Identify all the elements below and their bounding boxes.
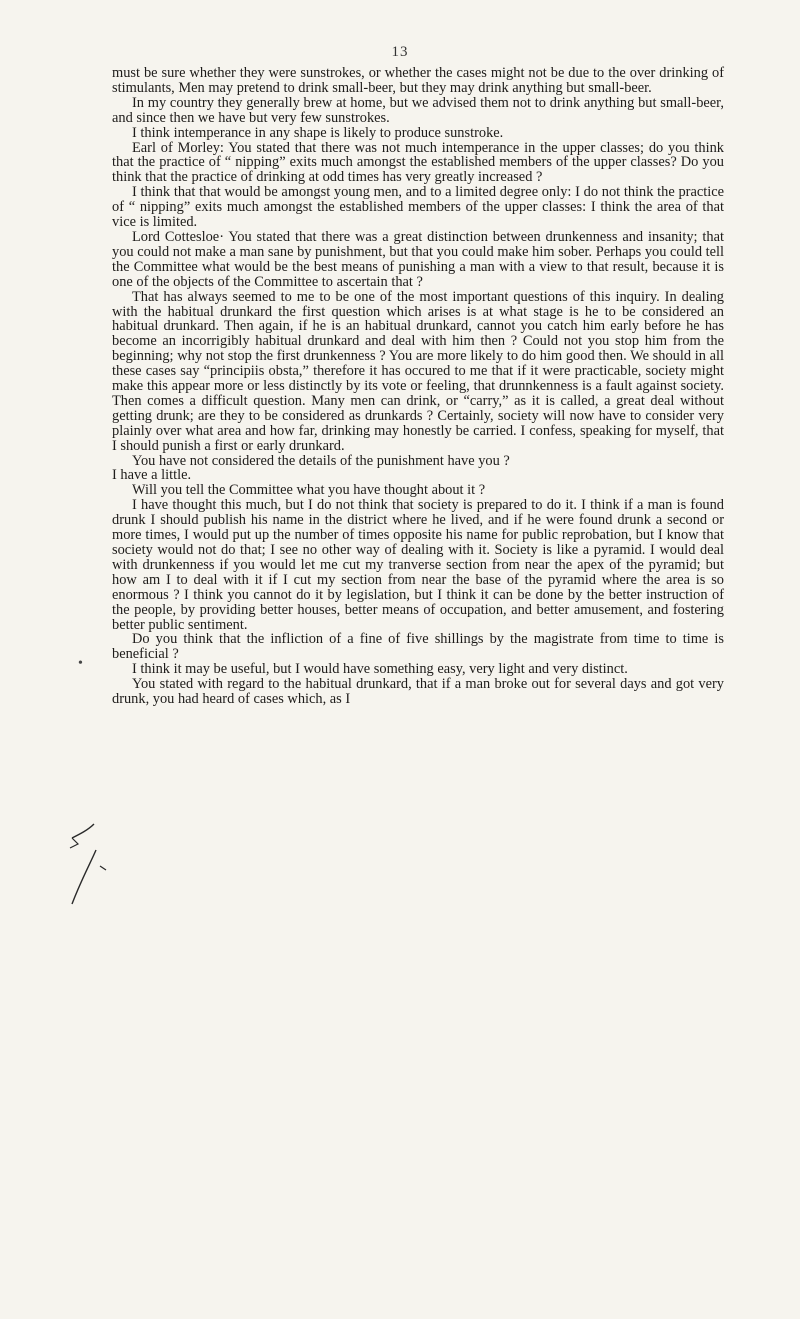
paragraph: Lord Cottesloe· You stated that there was a great distinction between drunkenness and insanity; that you could not make a man sane by punishment, but that you could make him sober. Perhaps you could tell the Committee what would be the best means of punishing a man with a view to that result, because it is one of the objects of the Committee to ascertain that ? bbox=[112, 228, 724, 290]
page-number: 13 bbox=[391, 44, 409, 60]
paragraph: I have a little. bbox=[112, 467, 192, 484]
paragraph: I think that that would be amongst young men, and to a limited degree only: I do not think the practice of “ nipping” exits much amongst the established members of the upper classes: I think the area of that vice is limited. bbox=[112, 184, 724, 231]
paragraph: Earl of Morley: You stated that there was not much intemperance in the upper classes; do you think that the practice of “ nipping” exits much amongst the established members of the upper classes? Do you think that the practice of drinking at odd times has very greatly increased ? bbox=[112, 139, 724, 186]
paragraph: I think it may be useful, but I would have something easy, very light and very distinct. bbox=[132, 661, 628, 678]
paragraph: Do you think that the infliction of a fine of five shillings by the magistrate from time to time is beneficial ? bbox=[112, 631, 724, 663]
paragraph: In my country they generally brew at home, but we advised them not to drink anything but small-beer, and since then we have but very few sunstrokes. bbox=[112, 94, 724, 126]
bullet-mark: • bbox=[78, 656, 83, 671]
paragraph: I think intemperance in any shape is likely to produce sunstroke. bbox=[132, 124, 504, 141]
paragraph: Will you tell the Committee what you have thought about it ? bbox=[132, 482, 486, 499]
paragraph: must be sure whether they were sunstrokes, or whether the cases might not be due to the over drinking of stimulants, Men may pretend to drink small-beer, but they may drink anything but small-beer. bbox=[112, 65, 724, 96]
paragraph: You have not considered the details of the punishment have you ? bbox=[132, 452, 510, 469]
paragraph: You stated with regard to the habitual drunkard, that if a man broke out for several days and got very drunk, you had heard of cases which, as I bbox=[112, 676, 724, 708]
body-text bbox=[112, 66, 724, 707]
handwritten-margin-mark-icon bbox=[66, 820, 110, 910]
paragraph: That has always seemed to me to be one of the most important questions of this inquiry. In dealing with the habitual drunkard the first question which arises is at what stage is he to be considered an habitual drunkard. Then again, if he is an habitual drunkard, cannot you catch him early before he has become an incorrigibly habitual drunkard and deal with him then ? Could not you stop him from the beginning; why not stop the first drunkenness ? You are more likely to do him good then. We should in all these cases say “principiis obsta,” therefore it has occured to me that if it were practicable, society might make this appear more or less distinctly by its vote or feeling, that drunnkenness is a fault against society. Then comes a difficult question. Many men can drink, or “carry,” as it is called, a great deal without getting drunk; are they to be considered as drunkards ? Certainly, society will now have to consider very plainly over what area and how far, drinking may honestly be carried. I confess, speaking for myself, that I should punish a first or early drunkard. bbox=[112, 288, 724, 454]
paragraph: I have thought this much, but I do not think that society is prepared to do it. I think if a man is found drunk I should publish his name in the district where he lived, and if he were found drunk a second or more times, I would put up the number of times opposite his name for public reprobation, but I know that society would not do that; I see no other way of dealing with it. Society is like a pyramid. I would deal with drunkenness if you would let me cut my tranverse section from near the apex of the pyramid; but how am I to deal with it if I cut my section from near the base of the pyramid where the area is so enormous ? I think you cannot do it by legislation, but I think it can be done by the better instruction of the people, by providing better houses, better means of occupation, and better amusement, and fostering better public sentiment. bbox=[112, 497, 724, 633]
